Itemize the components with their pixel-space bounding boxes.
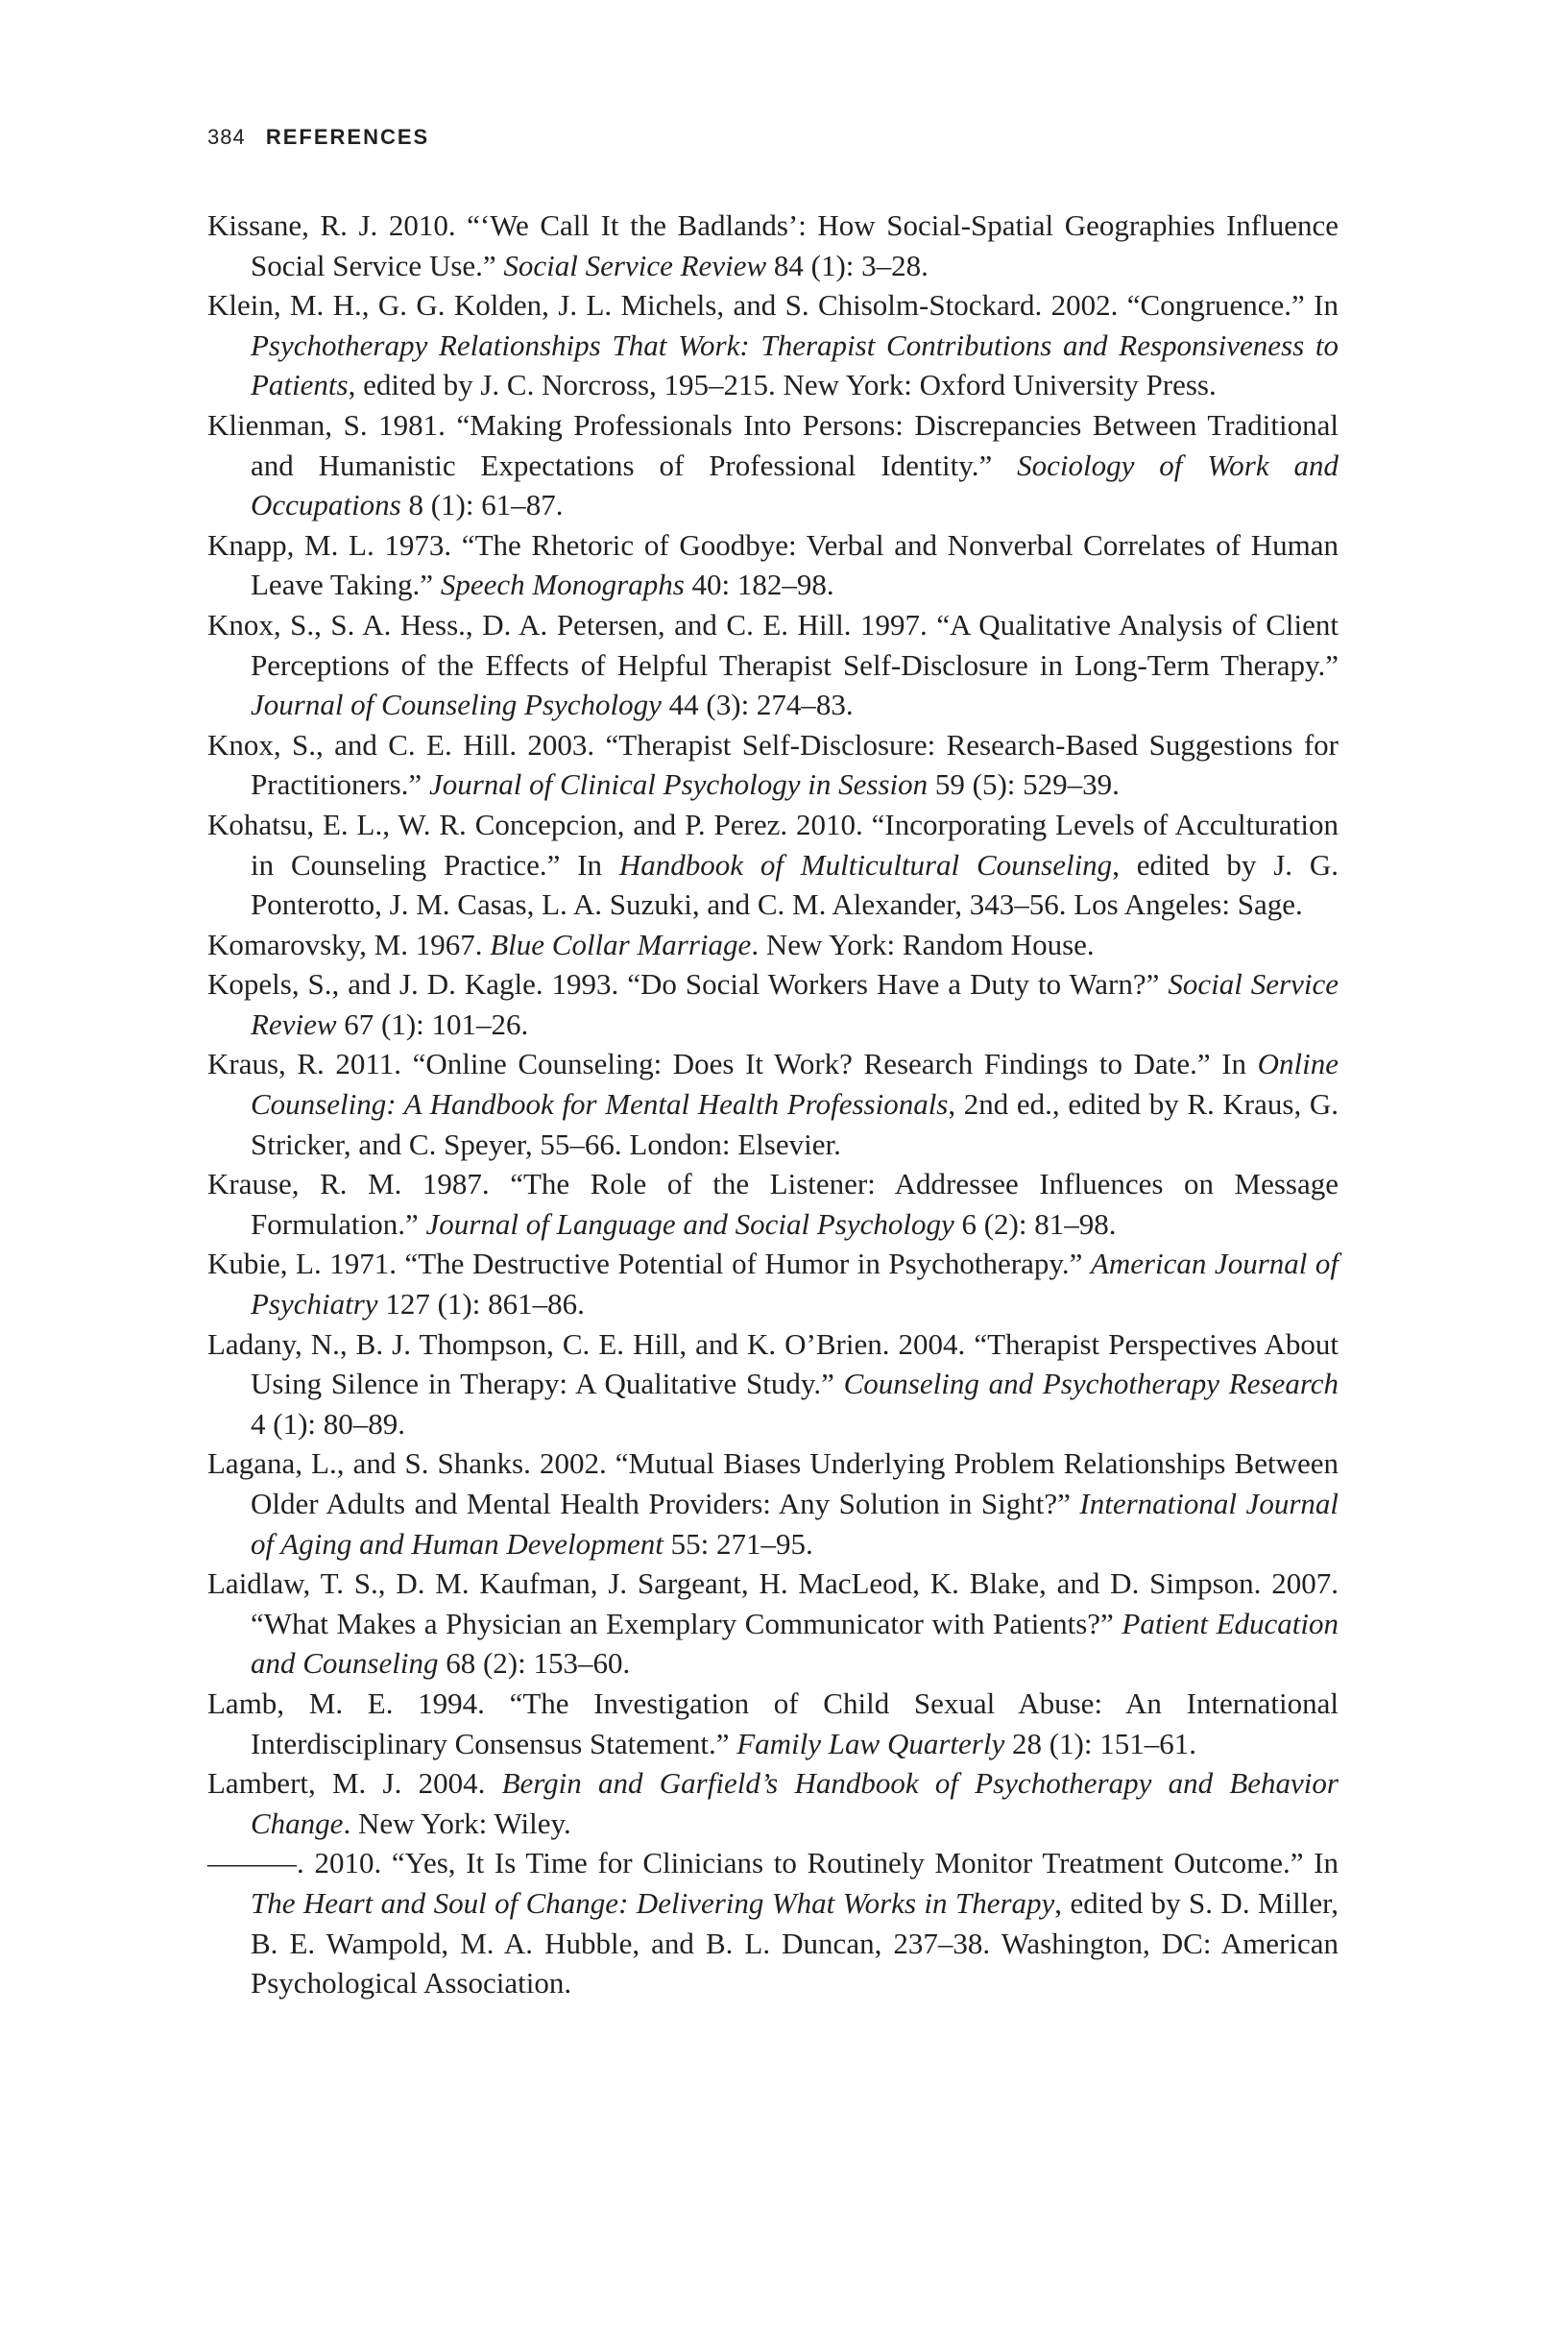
reference-text: 6 (2): 81–98. [953, 1206, 1117, 1241]
reference-text: Klienman, S. 1981. “Making Professionals Into Persons: Discrepancies Between Traditional and Humanistic Expectations of Professional Identity.” [207, 407, 1339, 482]
reference-entry [207, 964, 1339, 1044]
reference-text: 55: 271–95. [663, 1526, 813, 1561]
reference-text: 8 (1): 61–87. [400, 488, 564, 522]
reference-text: , edited by J. G. Ponterotto, J. M. Casas, L. A. Suzuki, and C. M. Alexander, 343–56. Los Angeles: Sage. [251, 847, 1339, 922]
reference-title-italic: Online Counseling: A Handbook for Mental Health Professionals [251, 1047, 1339, 1122]
reference-text: Knox, S., and C. E. Hill. 2003. “Therapist Self-Disclosure: Research-Based Suggestions for Practitioners.” [207, 727, 1339, 802]
reference-title-italic: Speech Monographs [440, 568, 685, 602]
reference-entry [207, 1164, 1339, 1244]
reference-title-italic: Blue Collar Marriage [490, 927, 752, 961]
reference-text: Kissane, R. J. 2010. “‘We Call It the Badlands’: How Social-Spatial Geographies Influence Social Service Use.” [207, 208, 1339, 282]
reference-text: 28 (1): 151–61. [1004, 1726, 1196, 1760]
reference-text: , 2nd ed., edited by R. Kraus, G. Stricker, and C. Speyer, 55–66. London: Elsevier. [251, 1087, 1339, 1161]
reference-text: Knapp, M. L. 1973. “The Rhetoric of Goodbye: Verbal and Nonverbal Correlates of Human Leave Taking.” [207, 527, 1339, 602]
reference-title-italic: Social Service Review [251, 967, 1339, 1041]
reference-title-italic: Counseling and Psychotherapy Research [843, 1367, 1339, 1401]
reference-entry [207, 1564, 1339, 1684]
reference-entry [207, 285, 1339, 405]
reference-text: 84 (1): 3–28. [766, 248, 929, 282]
reference-text: Laidlaw, T. S., D. M. Kaufman, J. Sargeant, H. MacLeod, K. Blake, and D. Simpson. 2007. “What Makes a Physician an Exemplary Communicator with Patients?” [207, 1566, 1339, 1640]
reference-text: , edited by J. C. Norcross, 195–215. New York: Oxford University Press. [348, 368, 1217, 402]
reference-title-italic: Patient Education and Counseling [251, 1606, 1339, 1681]
reference-text: Kubie, L. 1971. “The Destructive Potential of Humor in Psychotherapy.” [207, 1247, 1091, 1281]
reference-text: Lagana, L., and S. Shanks. 2002. “Mutual Biases Underlying Problem Relationships Between Older Adults and Mental Health Providers: Any Solution in Sight?” [207, 1446, 1339, 1520]
reference-entry [207, 206, 1339, 285]
reference-text: Knox, S., S. A. Hess., D. A. Petersen, and C. E. Hill. 1997. “A Qualitative Analysis of Client Perceptions of the Effects of Helpful Therapist Self-Disclosure in Long-Term Therapy.” [207, 607, 1339, 682]
reference-entry [207, 525, 1339, 605]
reference-title-italic: Family Law Quarterly [736, 1726, 1005, 1760]
reference-title-italic: Social Service Review [503, 248, 767, 282]
reference-text: 67 (1): 101–26. [336, 1006, 529, 1041]
reference-list [207, 206, 1339, 2003]
reference-text: Kohatsu, E. L., W. R. Concepcion, and P. Perez. 2010. “Incorporating Levels of Acculturation in Counseling Practice.” In [207, 807, 1339, 882]
section-title: REFERENCES [265, 125, 430, 149]
reference-entry [207, 405, 1339, 525]
reference-title-italic: Journal of Clinical Psychology in Session [428, 767, 929, 802]
reference-text: 40: 182–98. [684, 568, 834, 602]
reference-entry [207, 1324, 1339, 1444]
reference-text: . New York: Wiley. [343, 1806, 571, 1840]
reference-text: Kraus, R. 2011. “Online Counseling: Does It Work? Research Findings to Date.” In [207, 1047, 1258, 1081]
reference-text: Komarovsky, M. 1967. [207, 927, 491, 961]
reference-text: 44 (3): 274–83. [661, 688, 854, 722]
reference-text: Kopels, S., and J. D. Kagle. 1993. “Do Social Workers Have a Duty to Warn?” [207, 967, 1169, 1002]
reference-title-italic: Sociology of Work and Occupations [251, 448, 1339, 522]
reference-entry [207, 1044, 1339, 1164]
reference-entry [207, 1843, 1339, 2002]
reference-title-italic: Psychotherapy Relationships That Work: Therapist Contributions and Responsiveness to Patients [251, 327, 1339, 402]
reference-title-italic: Journal of Counseling Psychology [251, 688, 662, 722]
reference-text: ———. 2010. “Yes, It Is Time for Clinicians to Routinely Monitor Treatment Outcome.” In [207, 1846, 1339, 1880]
reference-entry [207, 1443, 1339, 1564]
reference-entry [207, 725, 1339, 805]
reference-text: Ladany, N., B. J. Thompson, C. E. Hill, and K. O’Brien. 2004. “Therapist Perspectives About Using Silence in Therapy: A Qualitative Study.” [207, 1326, 1339, 1401]
reference-text: 68 (2): 153–60. [438, 1646, 631, 1681]
reference-entry [207, 925, 1339, 965]
reference-text: Klein, M. H., G. G. Kolden, J. L. Michels, and S. Chisolm-Stockard. 2002. “Congruence.” In [207, 288, 1339, 323]
reference-title-italic: American Journal of Psychiatry [251, 1247, 1339, 1321]
page-number: 384 [207, 125, 246, 149]
reference-title-italic: International Journal of Aging and Human Development [251, 1487, 1339, 1561]
reference-text: . New York: Random House. [751, 927, 1095, 961]
reference-entry [207, 1684, 1339, 1763]
reference-entry [207, 605, 1339, 725]
reference-text: Krause, R. M. 1987. “The Role of the Listener: Addressee Influences on Message Formulation.” [207, 1167, 1339, 1241]
reference-text: Lambert, M. J. 2004. [207, 1766, 502, 1801]
reference-title-italic: Bergin and Garfield’s Handbook of Psychotherapy and Behavior Change [251, 1766, 1339, 1840]
reference-entry [207, 805, 1339, 925]
reference-entry [207, 1763, 1339, 1843]
reference-text: 127 (1): 861–86. [377, 1287, 585, 1321]
reference-title-italic: The Heart and Soul of Change: Delivering What Works in Therapy [251, 1885, 1055, 1920]
reference-text: 59 (5): 529–39. [928, 767, 1120, 802]
running-header [207, 125, 429, 150]
reference-entry [207, 1244, 1339, 1323]
reference-title-italic: Journal of Language and Social Psychology [425, 1206, 954, 1241]
reference-text: , edited by S. D. Miller, B. E. Wampold, M. A. Hubble, and B. L. Duncan, 237–38. Washington, DC: American Psychological Association. [251, 1885, 1339, 2000]
reference-title-italic: Handbook of Multicultural Counseling [618, 847, 1113, 882]
reference-text: Lamb, M. E. 1994. “The Investigation of Child Sexual Abuse: An International Interdisciplinary Consensus Statement.” [207, 1685, 1339, 1760]
reference-text: 4 (1): 80–89. [251, 1406, 406, 1441]
